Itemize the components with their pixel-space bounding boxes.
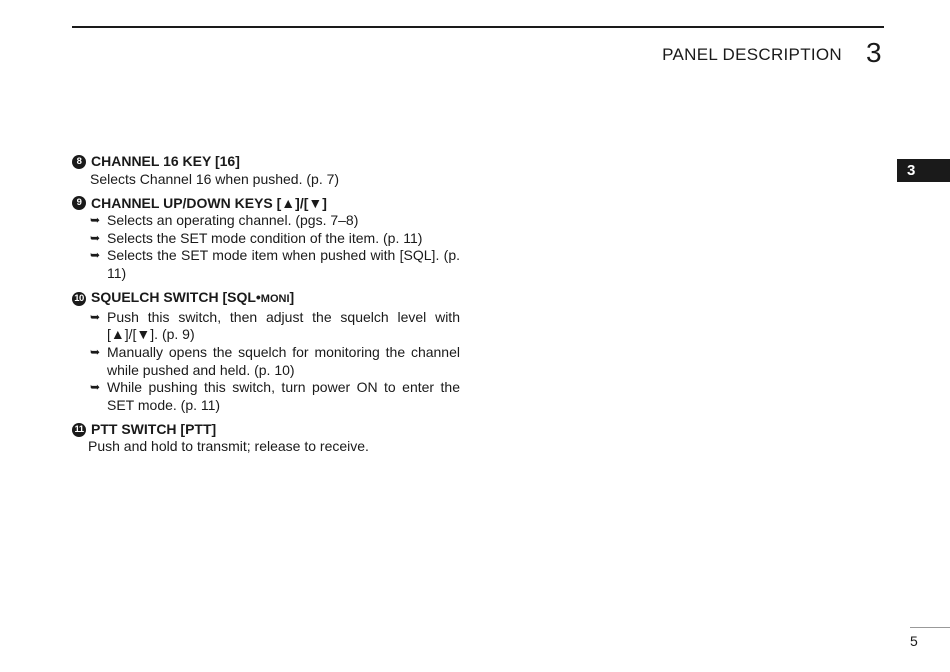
item-description: Push and hold to transmit; release to receive. <box>88 438 369 455</box>
item-title-main: SQUELCH SWITCH [SQL• <box>91 289 261 306</box>
item-title-end: ] <box>289 289 295 306</box>
footer-rule <box>910 627 950 628</box>
item-heading <box>72 195 460 213</box>
bullet-text: Push this switch, then adjust the squelch level with [▲]/[▼]. (p. 9) <box>107 308 460 343</box>
arrow-bullet-icon: ➥ <box>90 344 101 359</box>
bullet-item <box>72 212 460 230</box>
bullet-item <box>72 247 460 282</box>
number-badge-icon: 9 <box>72 196 86 210</box>
header-rule <box>72 26 884 28</box>
arrow-bullet-icon: ➥ <box>90 248 101 263</box>
panel-description-content <box>72 153 460 463</box>
bullet-text: Selects the SET mode condition of the item. (p. 11) <box>107 229 423 246</box>
bullet-item <box>72 230 460 248</box>
item-channel-up-down-keys <box>72 195 460 283</box>
section-title: PANEL DESCRIPTION <box>662 45 842 64</box>
item-squelch-switch <box>72 289 460 414</box>
arrow-bullet-icon: ➥ <box>90 380 101 395</box>
bullet-text: Selects an operating channel. (pgs. 7–8) <box>107 212 359 229</box>
number-badge-icon: 11 <box>72 423 86 437</box>
item-description: Selects Channel 16 when pushed. (p. 7) <box>90 170 340 187</box>
bullet-text: Selects the SET mode item when pushed with [SQL]. (p. 11) <box>107 247 460 282</box>
item-title: PTT SWITCH [PTT] <box>91 420 217 437</box>
item-title <box>91 289 294 309</box>
number-badge-icon: 8 <box>72 155 86 169</box>
page-number: 5 <box>910 633 918 649</box>
arrow-bullet-icon: ➥ <box>90 230 101 245</box>
bullet-text: While pushing this switch, turn power ON to enter the SET mode. (p. 11) <box>107 379 460 413</box>
bullet-item <box>72 344 460 379</box>
bullet-text: Manually opens the squelch for monitoring the channel while pushed and held. (p. 10) <box>107 343 460 378</box>
arrow-bullet-icon: ➥ <box>90 213 101 228</box>
bullet-item <box>72 309 460 344</box>
item-channel-16-key <box>72 153 460 188</box>
item-title-small: MONI <box>260 293 290 306</box>
arrow-bullet-icon: ➥ <box>90 309 101 324</box>
item-heading <box>72 153 460 171</box>
chapter-number: 3 <box>866 37 882 68</box>
item-title: CHANNEL UP/DOWN KEYS [▲]/[▼] <box>91 194 327 211</box>
item-ptt-switch <box>72 421 460 456</box>
chapter-tab: 3 <box>897 159 950 182</box>
bullet-item <box>72 379 460 414</box>
item-heading <box>72 289 460 309</box>
item-heading <box>72 421 460 439</box>
item-title: CHANNEL 16 KEY [16] <box>91 153 240 169</box>
number-badge-icon: 10 <box>72 292 86 306</box>
